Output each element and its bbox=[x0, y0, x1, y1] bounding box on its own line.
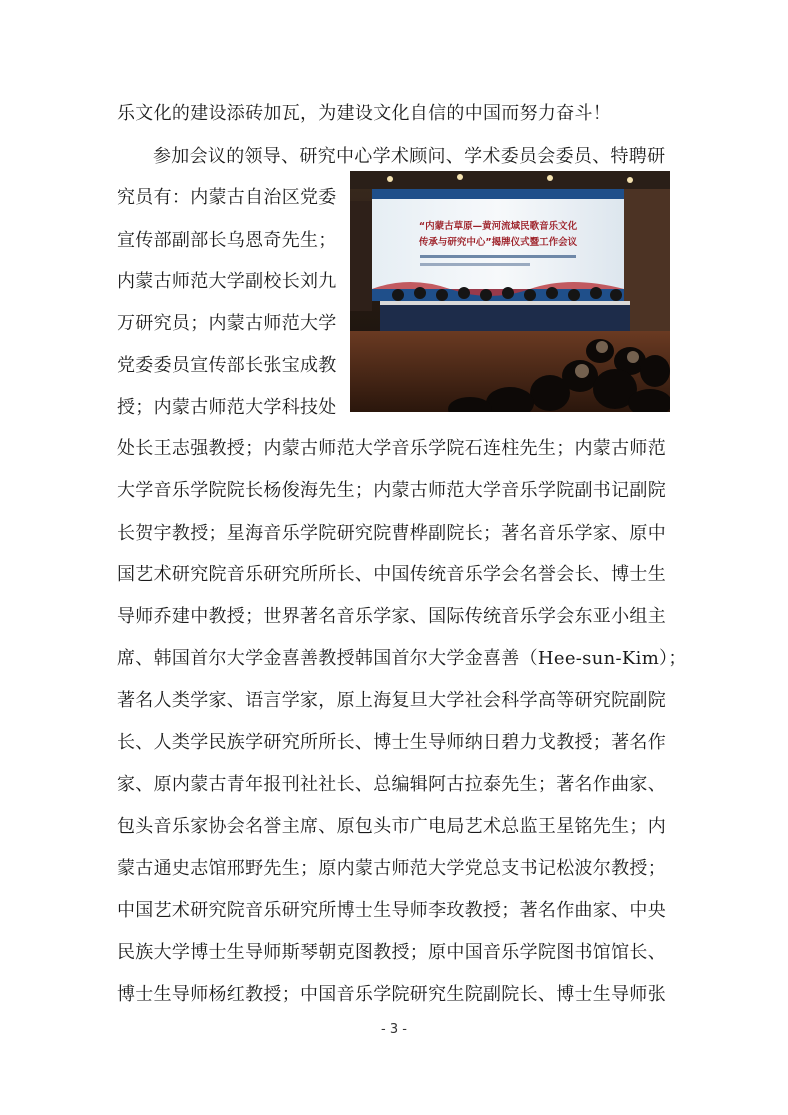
banner-line-1: “内蒙古草原—黄河流域民歌音乐文化 bbox=[418, 221, 578, 232]
banner-line-2: 传承与研究中心”揭牌仪式暨工作会议 bbox=[418, 237, 578, 248]
text-line: 万研究员；内蒙古师范大学 bbox=[117, 313, 337, 334]
text-line: 究员有：内蒙古自治区党委 bbox=[117, 187, 337, 208]
text-line: 国艺术研究院音乐研究所所长、中国传统音乐学会名誉会长、博士生 bbox=[117, 564, 666, 585]
text-line: 中国艺术研究院音乐研究所博士生导师李玫教授；著名作曲家、中央 bbox=[117, 900, 666, 921]
text-line: 内蒙古师范大学副校长刘九 bbox=[117, 271, 337, 292]
text-line: 蒙古通史志馆邢野先生；原内蒙古师范大学党总支书记松波尔教授； bbox=[117, 858, 666, 879]
text-line: 参加会议的领导、研究中心学术顾问、学术委员会委员、特聘研 bbox=[153, 146, 666, 167]
text-line: 长贺宇教授；星海音乐学院研究院曹桦副院长；著名音乐学家、原中 bbox=[117, 523, 666, 544]
text-line: 民族大学博士生导师斯琴朝克图教授；原中国音乐学院图书馆馆长、 bbox=[117, 942, 666, 963]
conference-photo-drawing bbox=[350, 171, 670, 412]
text-line: 授；内蒙古师范大学科技处 bbox=[117, 397, 337, 418]
text-line: 处长王志强教授；内蒙古师范大学音乐学院石连柱先生；内蒙古师范 bbox=[117, 438, 666, 459]
text-line: 大学音乐学院院长杨俊海先生；内蒙古师范大学音乐学院副书记副院 bbox=[117, 480, 666, 501]
text-line: 家、原内蒙古青年报刊社社长、总编辑阿古拉泰先生；著名作曲家、 bbox=[117, 774, 666, 795]
text-line: 党委委员宣传部长张宝成教 bbox=[117, 355, 337, 376]
text-line: 长、人类学民族学研究所所长、博士生导师纳日碧力戈教授；著名作 bbox=[117, 732, 666, 753]
conference-photo bbox=[350, 171, 670, 412]
text-line: 包头音乐家协会名誉主席、原包头市广电局艺术总监王星铭先生；内 bbox=[117, 816, 666, 837]
text-line: 乐文化的建设添砖加瓦，为建设文化自信的中国而努力奋斗！ bbox=[117, 103, 612, 124]
page-number: - 3 - bbox=[381, 1022, 407, 1037]
text-line: 博士生导师杨红教授；中国音乐学院研究生院副院长、博士生导师张 bbox=[117, 984, 666, 1005]
text-line: 著名人类学家、语言学家，原上海复旦大学社会科学高等研究院副院 bbox=[117, 690, 666, 711]
text-line: 宣传部副部长乌恩奇先生； bbox=[117, 230, 337, 251]
text-line: 导师乔建中教授；世界著名音乐学家、国际传统音乐学会东亚小组主 bbox=[117, 606, 666, 627]
text-line: 席、韩国首尔大学金喜善教授韩国首尔大学金喜善（Hee-sun-Kim）； bbox=[117, 648, 687, 669]
